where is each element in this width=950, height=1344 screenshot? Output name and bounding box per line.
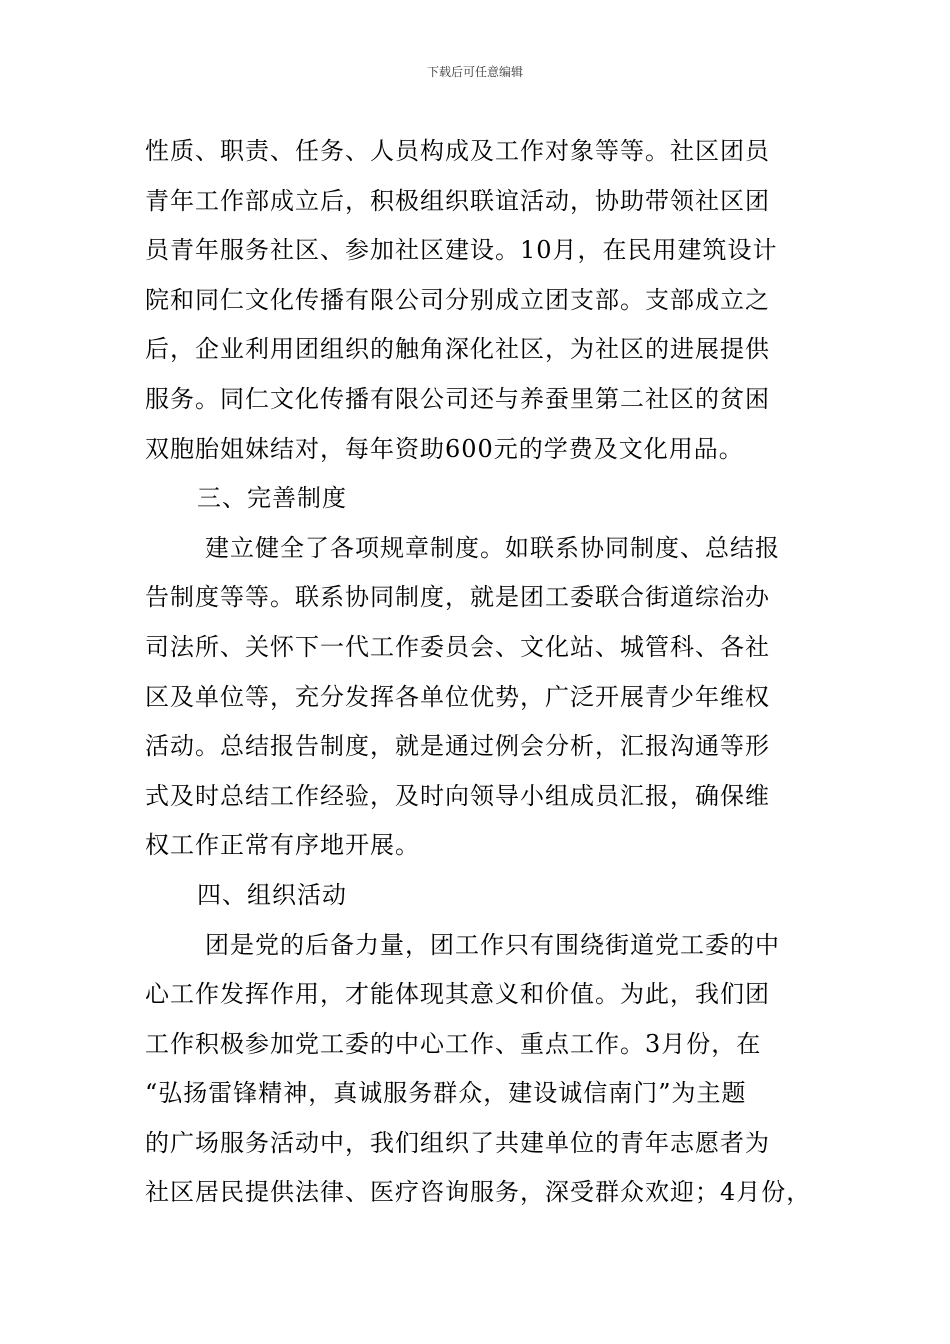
- text-line: 告制度等等。联系协同制度，就是团工委联合街道综治办: [145, 583, 770, 612]
- document-body: [145, 127, 825, 1218]
- paragraph-first-line: 建立健全了各项规章制度。如联系协同制度、总结报: [205, 533, 780, 562]
- text-line: 心工作发挥作用，才能体现其意义和价值。为此，我们团: [145, 980, 770, 1009]
- text-line: 工作积极参加党工委的中心工作、重点工作。3月份，在: [145, 1029, 762, 1058]
- section-heading: 四、组织活动: [197, 880, 347, 909]
- text-line: 双胞胎姐妹结对，每年资助600元的学费及文化用品。: [145, 434, 744, 463]
- text-line: 权工作正常有序地开展。: [145, 831, 420, 860]
- text-line: 司法所、关怀下一代工作委员会、文化站、城管科、各社: [145, 632, 770, 661]
- text-line: 院和同仁文化传播有限公司分别成立团支部。支部成立之: [145, 285, 770, 314]
- text-line: 社区居民提供法律、医疗咨询服务，深受群众欢迎；4月份，: [145, 1178, 812, 1207]
- text-line: 青年工作部成立后，积极组织联谊活动，协助带领社区团: [145, 186, 770, 215]
- text-line: 性质、职责、任务、人员构成及工作对象等等。社区团员: [145, 137, 770, 165]
- page-header-note: 下载后可任意编辑: [426, 65, 523, 79]
- text-line: 服务。同仁文化传播有限公司还与养蚕里第二社区的贫困: [145, 384, 770, 413]
- section-heading: 三、完善制度: [197, 484, 347, 513]
- text-line: 式及时总结工作经验，及时向领导小组成员汇报，确保维: [145, 781, 770, 810]
- text-line: 后，企业利用团组织的触角深化社区，为社区的进展提供: [145, 335, 770, 364]
- text-line: 活动。总结报告制度，就是通过例会分析，汇报沟通等形: [145, 732, 770, 761]
- text-line: “弘扬雷锋精神，真诚服务群众，建设诚信南门”为主题: [145, 1079, 747, 1108]
- text-line: 区及单位等，充分发挥各单位优势，广泛开展青少年维权: [145, 682, 770, 711]
- text-line: 员青年服务社区、参加社区建设。10月，在民用建筑设计: [145, 236, 778, 265]
- paragraph-first-line: 团是党的后备力量，团工作只有围绕街道党工委的中: [205, 930, 780, 959]
- text-line: 的广场服务活动中，我们组织了共建单位的青年志愿者为: [145, 1128, 770, 1157]
